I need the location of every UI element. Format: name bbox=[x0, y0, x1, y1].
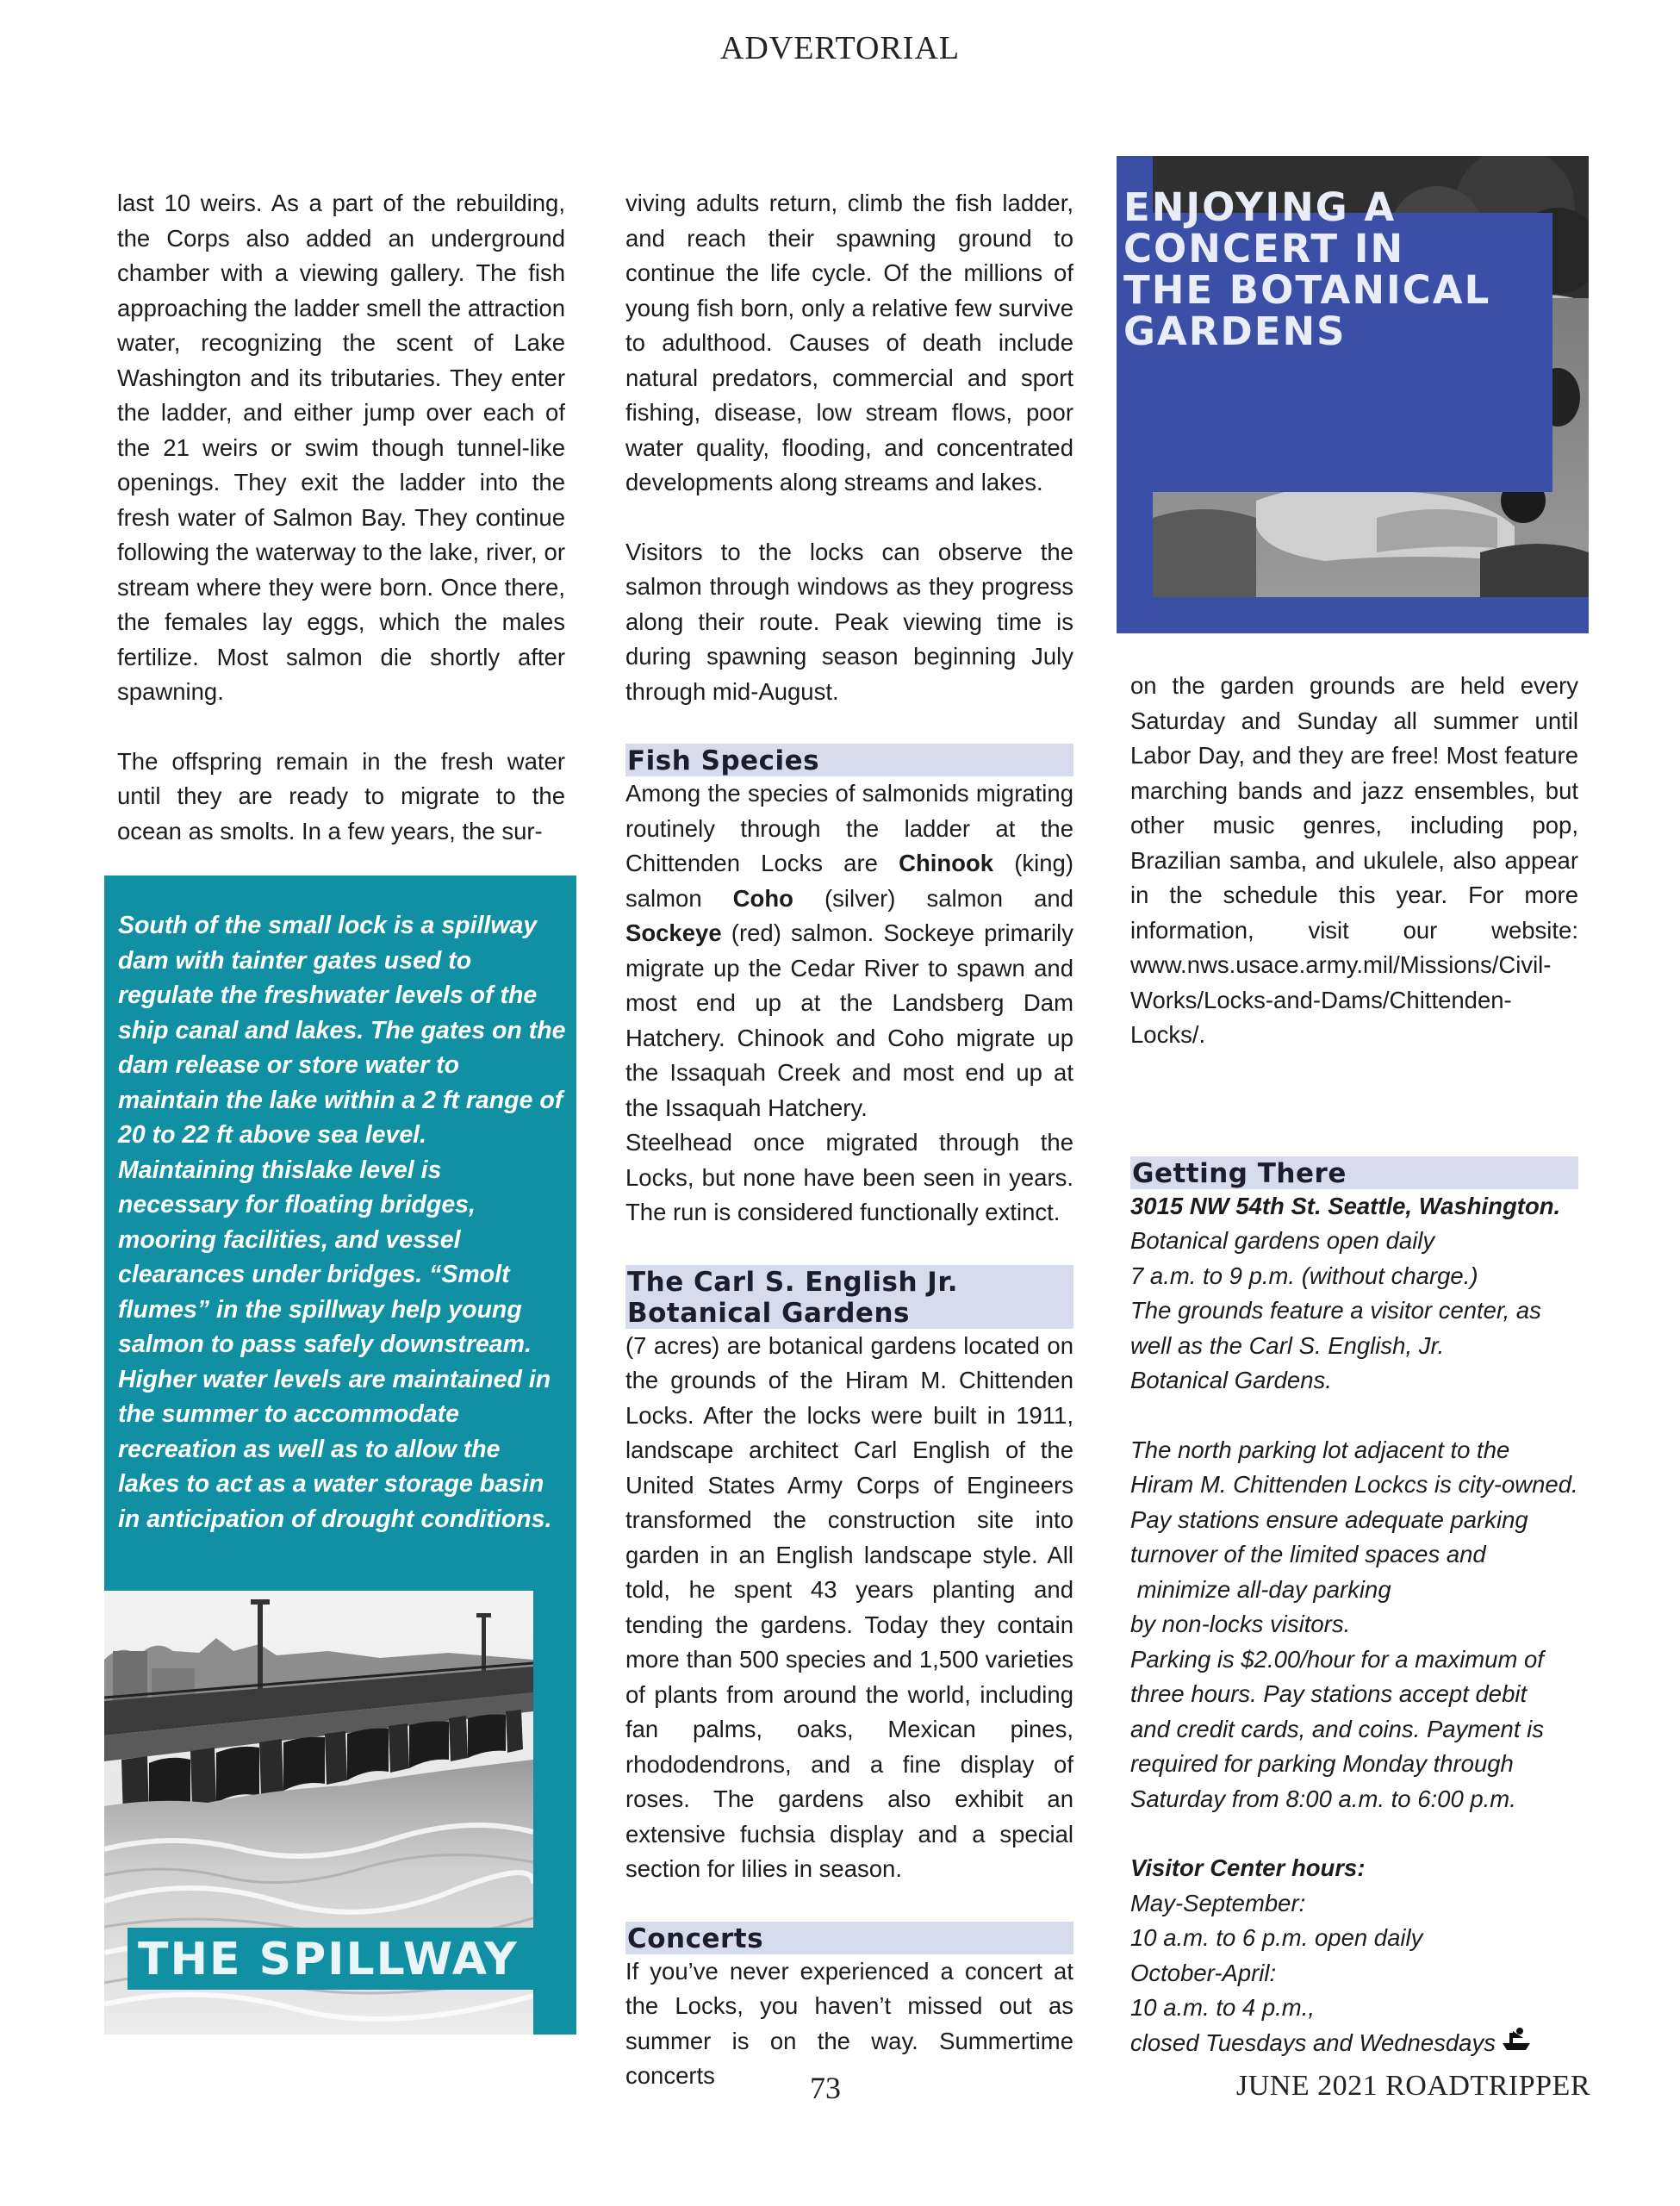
concerts-continued: on the garden grounds are held every Saturday and Sunday all summer until Labor Day, and they are free! Most feature marching bands and jazz ensembles, but other music genres, including pop, Brazilian samba, and ukulele, also appear in the schedule this year. For more information, visit our website: www.nws.usace.army.mil/Missions/Civil-Works/Locks-and-Dams/Chittenden-Locks/. bbox=[1130, 672, 1578, 1048]
fish-species-text: Among the species of salmonids migrating routinely through the ladder at the Chittenden Locks are bbox=[625, 780, 1073, 876]
fish-species-text: (red) salmon. Sockeye primarily migrate up the Cedar River to spawn and most end up at the Landsberg Dam Hatchery. Chinook and Coho migrate up the Issaquah Creek and most end up at the Issaquah Hatchery. bbox=[625, 919, 1073, 1121]
info-line: Botanical gardens open daily bbox=[1130, 1227, 1435, 1254]
concert-sidebar bbox=[1117, 156, 1589, 633]
column-right bbox=[1130, 669, 1578, 2062]
spillway-text bbox=[118, 908, 566, 1536]
concert-title-line: ENJOYING A bbox=[1123, 184, 1397, 230]
fish-species-text: (silver) salmon and bbox=[793, 884, 1073, 912]
hours-line: 10 a.m. to 6 p.m. open daily bbox=[1130, 1924, 1423, 1951]
visitor-center-heading: Visitor Center hours: bbox=[1130, 1854, 1366, 1881]
info-line: The grounds feature a visitor center, as bbox=[1130, 1297, 1541, 1324]
column-left bbox=[117, 186, 565, 849]
info-line: 7 a.m. to 9 p.m. (without charge.) bbox=[1130, 1262, 1478, 1289]
page-number: 73 bbox=[810, 2071, 841, 2105]
spillway-paragraph: South of the small lock is a spillway dam with tainter gates used to regulate the freshwater levels of the ship canal and lakes. The gates on the dam release or store water to maintain the lake within a 2 ft range of 20 to 22 ft above sea level. Maintaining thislake level is necessary for floating bridges, mooring facilities, and vessel clearances under bridges. “Smolt flumes” in the spillway help young salmon to pass safely downstream. Higher water levels are maintained in the summer to accommodate recreation as well as to allow the lakes to act as a water storage basin in anticipation of drought conditions. bbox=[118, 912, 566, 1533]
coho-term: Coho bbox=[732, 884, 793, 912]
steelhead-paragraph: Steelhead once migrated through the Locks, but none have been seen in years. The run is considered functionally extinct. bbox=[625, 1129, 1073, 1225]
parking-line: turnover of the limited spaces and bbox=[1130, 1541, 1486, 1567]
parking-line: minimize all-day parking bbox=[1130, 1575, 1391, 1603]
concerts-paragraph: If you’ve never experienced a concert at the Locks, you haven’t missed out as summer is on the way. Summertime concerts bbox=[625, 1957, 1073, 2089]
concerts-heading: Concerts bbox=[625, 1922, 1073, 1954]
hours-line: October-April: bbox=[1130, 1959, 1277, 1986]
concert-title-line: CONCERT IN bbox=[1123, 226, 1405, 271]
concert-title bbox=[1123, 184, 1589, 354]
boat-icon bbox=[1501, 2026, 1532, 2062]
info-line: Botanical Gardens. bbox=[1130, 1367, 1332, 1393]
parking-line: and credit cards, and coins. Payment is bbox=[1130, 1715, 1544, 1742]
section-label: ADVERTORIAL bbox=[719, 30, 961, 66]
hours-last-line bbox=[1130, 2026, 1578, 2062]
concert-title-line: THE BOTANICAL bbox=[1123, 267, 1491, 313]
info-line: well as the Carl S. English, Jr. bbox=[1130, 1331, 1445, 1359]
body-paragraph: Visitors to the locks can observe the salmon through windows as they progress along their route. Peak viewing time is during spawning season beginning July through mid-August. bbox=[625, 538, 1073, 705]
column-middle bbox=[625, 186, 1073, 2094]
spillway-sidebar bbox=[104, 876, 576, 2035]
parking-line: by non-locks visitors. bbox=[1130, 1611, 1351, 1637]
parking-line: required for parking Monday through bbox=[1130, 1750, 1514, 1777]
parking-line: Saturday from 8:00 a.m. to 6:00 p.m. bbox=[1130, 1785, 1516, 1812]
sockeye-term: Sockeye bbox=[625, 919, 722, 946]
gardens-heading: The Carl S. English Jr. Botanical Gardens bbox=[625, 1265, 1073, 1329]
hours-line: 10 a.m. to 4 p.m., bbox=[1130, 1994, 1315, 2021]
parking-line: Parking is $2.00/hour for a maximum of bbox=[1130, 1645, 1544, 1673]
fish-species-heading: Fish Species bbox=[625, 744, 1073, 776]
fish-species-text: (king) salmon bbox=[625, 850, 1073, 912]
getting-there-heading: Getting There bbox=[1130, 1156, 1578, 1189]
parking-line: Pay stations ensure adequate parking bbox=[1130, 1505, 1528, 1533]
parking-line: Hiram M. Chittenden Lockcs is city-owned. bbox=[1130, 1471, 1578, 1498]
address: 3015 NW 54th St. Seattle, Washington. bbox=[1130, 1192, 1561, 1219]
hours-line: closed Tuesdays and Wednesdays bbox=[1130, 2028, 1496, 2056]
chinook-term: Chinook bbox=[899, 850, 994, 876]
spillway-title: THE SPILLWAY bbox=[138, 1934, 519, 1985]
hours-line: May-September: bbox=[1130, 1889, 1306, 1916]
parking-line: The north parking lot adjacent to the bbox=[1130, 1436, 1510, 1463]
gardens-paragraph: (7 acres) are botanical gardens located on the grounds of the Hiram M. Chittenden Locks. After the locks were built in 1911, landscape architect Carl English of the United States Army Corps of Engineers transformed the construction site into garden in an English landscape style. All told, he spent 43 years planting and tending the gardens. Today they contain more than 500 species and 1,500 varieties of plants from around the world, including fan palms, oaks, Mexican pines, rhododendrons, and a fine display of roses. The gardens also exhibit an extensive fuchsia display and a special section for lilies in season. bbox=[625, 1331, 1073, 1882]
body-paragraph: last 10 weirs. As a part of the rebuilding, the Corps also added an underground chamber with a viewing gallery. The fish approaching the ladder smell the attraction water, recognizing the scent of Lake Washington and its tributaries. They enter the ladder, and either jump over each of the 21 weirs or swim though tunnel-like openings. They exit the ladder into the fresh water of Salmon Bay. They continue following the waterway to the lake, river, or stream where they were born. Once there, the females lay eggs, which the males fertilize. Most salmon die shortly after spawning. bbox=[117, 190, 565, 705]
magazine-issue: JUNE 2021 ROADTRIPPER bbox=[1236, 2070, 1590, 2102]
concert-title-line: GARDENS bbox=[1123, 308, 1347, 354]
fish-species-paragraph bbox=[625, 776, 1073, 1125]
parking-line: three hours. Pay stations accept debit bbox=[1130, 1680, 1528, 1707]
body-paragraph: viving adults return, climb the fish ladder, and reach their spawning ground to continue the life cycle. Of the millions of young fish born, only a relative few survive to adulthood. Causes of death include natural predators, commercial and sport fishing, disease, low stream flows, poor water quality, flooding, and concentrated developments along streams and lakes. bbox=[625, 190, 1073, 495]
body-paragraph: The offspring remain in the fresh water until they are ready to migrate to the ocean as smolts. In a few years, the sur- bbox=[117, 747, 565, 844]
